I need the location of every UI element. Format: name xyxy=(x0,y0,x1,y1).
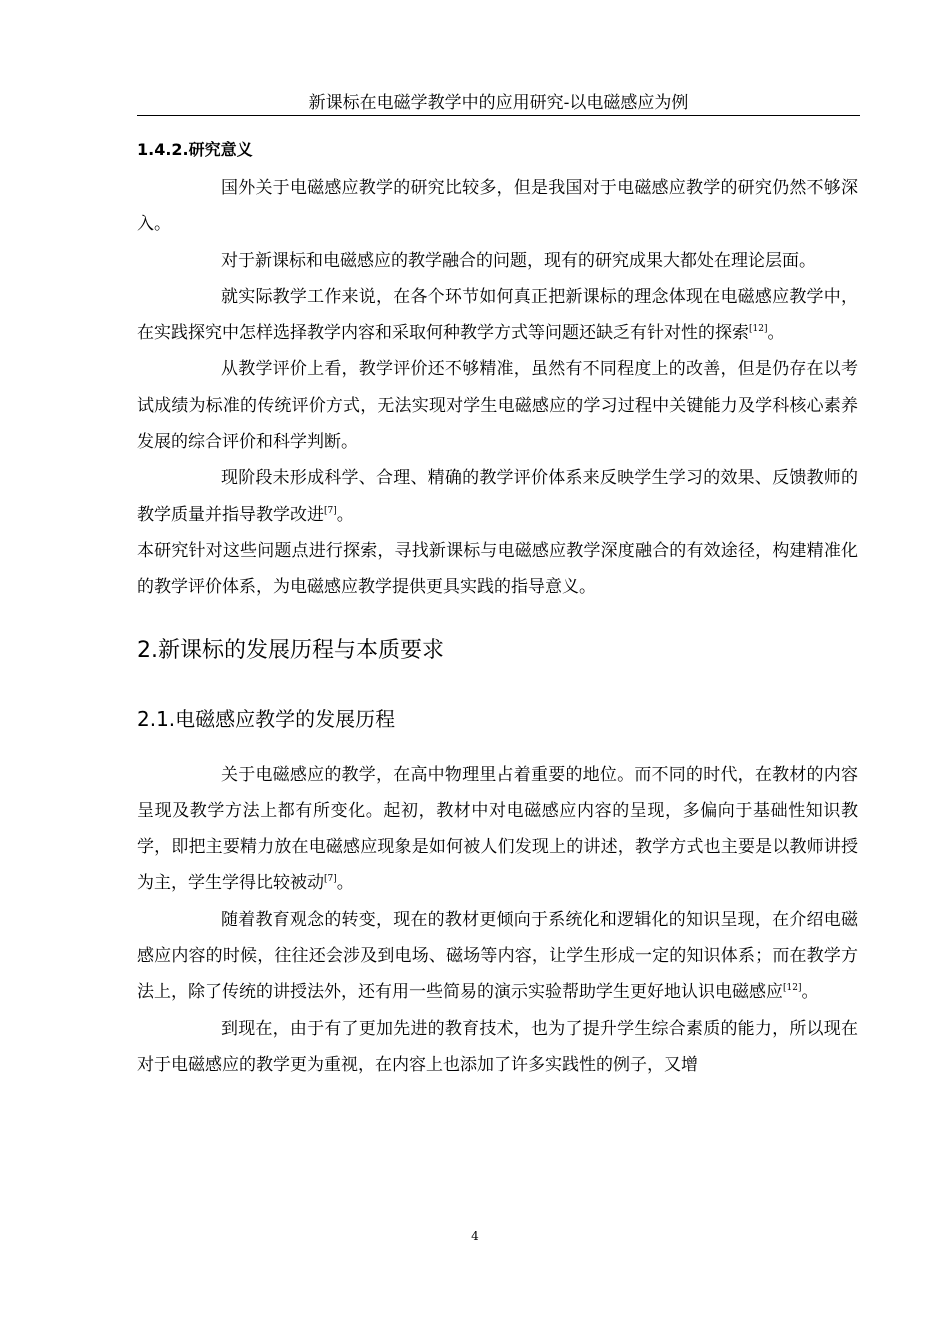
page-content xyxy=(137,136,858,1083)
citation-ref: [7] xyxy=(324,874,337,885)
paragraph: 从教学评价上看，教学评价还不够精准，虽然有不同程度上的改善，但是仍存在以考试成绩为标准的传统评价方式，无法实现对学生电磁感应的学习过程中关键能力及学科核心素养发展的综合评价和科学判断。 xyxy=(137,359,858,453)
citation-ref: [12] xyxy=(783,983,802,994)
paragraph: 就实际教学工作来说，在各个环节如何真正把新课标的理念体现在电磁感应教学中，在实践探究中怎样选择教学内容和采取何种教学方式等问题还缺乏有针对性的探索[12]。 xyxy=(137,286,858,344)
running-header: 新课标在电磁学教学中的应用研究-以电磁感应为例 xyxy=(308,93,689,113)
paragraph: 对于新课标和电磁感应的教学融合的问题，现有的研究成果大都处在理论层面。 xyxy=(221,250,816,271)
paragraph: 本研究针对这些问题点进行探索，寻找新课标与电磁感应教学深度融合的有效途径，构建精准化的教学评价体系，为电磁感应教学提供更具实践的指导意义。 xyxy=(137,540,858,598)
paragraph: 关于电磁感应的教学，在高中物理里占着重要的地位。而不同的时代，在教材的内容呈现及教学方法上都有所变化。起初，教材中对电磁感应内容的呈现，多偏向于基础性知识教学，即把主要精力放在电磁感应现象是如何被人们发现上的讲述，教学方式也主要是以教师讲授为主，学生学得比较被动[7]。 xyxy=(137,764,858,894)
section-heading-2-1: 2.1.电磁感应教学的发展历程 xyxy=(137,706,396,731)
page-number: 4 xyxy=(471,1229,479,1243)
header-rule xyxy=(137,115,860,116)
paragraph: 随着教育观念的转变，现在的教材更倾向于系统化和逻辑化的知识呈现，在介绍电磁感应内容的时候，往往还会涉及到电场、磁场等内容，让学生形成一定的知识体系；而在教学方法上，除了传统的讲授法外，还有用一些简易的演示实验帮助学生更好地认识电磁感应[12]。 xyxy=(137,909,858,1003)
paragraph: 国外关于电磁感应教学的研究比较多，但是我国对于电磁感应教学的研究仍然不够深入。 xyxy=(137,178,858,235)
chapter-heading-2: 2.新课标的发展历程与本质要求 xyxy=(137,637,444,663)
paragraph: 到现在，由于有了更加先进的教育技术，也为了提升学生综合素质的能力，所以现在对于电磁感应的教学更为重视，在内容上也添加了许多实践性的例子，又增 xyxy=(137,1018,858,1075)
paragraph: 现阶段未形成科学、合理、精确的教学评价体系来反映学生学习的效果、反馈教师的教学质量并指导教学改进[7]。 xyxy=(137,468,858,525)
citation-ref: [12] xyxy=(749,324,768,335)
section-heading-1-4-2: 1.4.2.研究意义 xyxy=(137,140,253,159)
citation-ref: [7] xyxy=(324,505,337,516)
